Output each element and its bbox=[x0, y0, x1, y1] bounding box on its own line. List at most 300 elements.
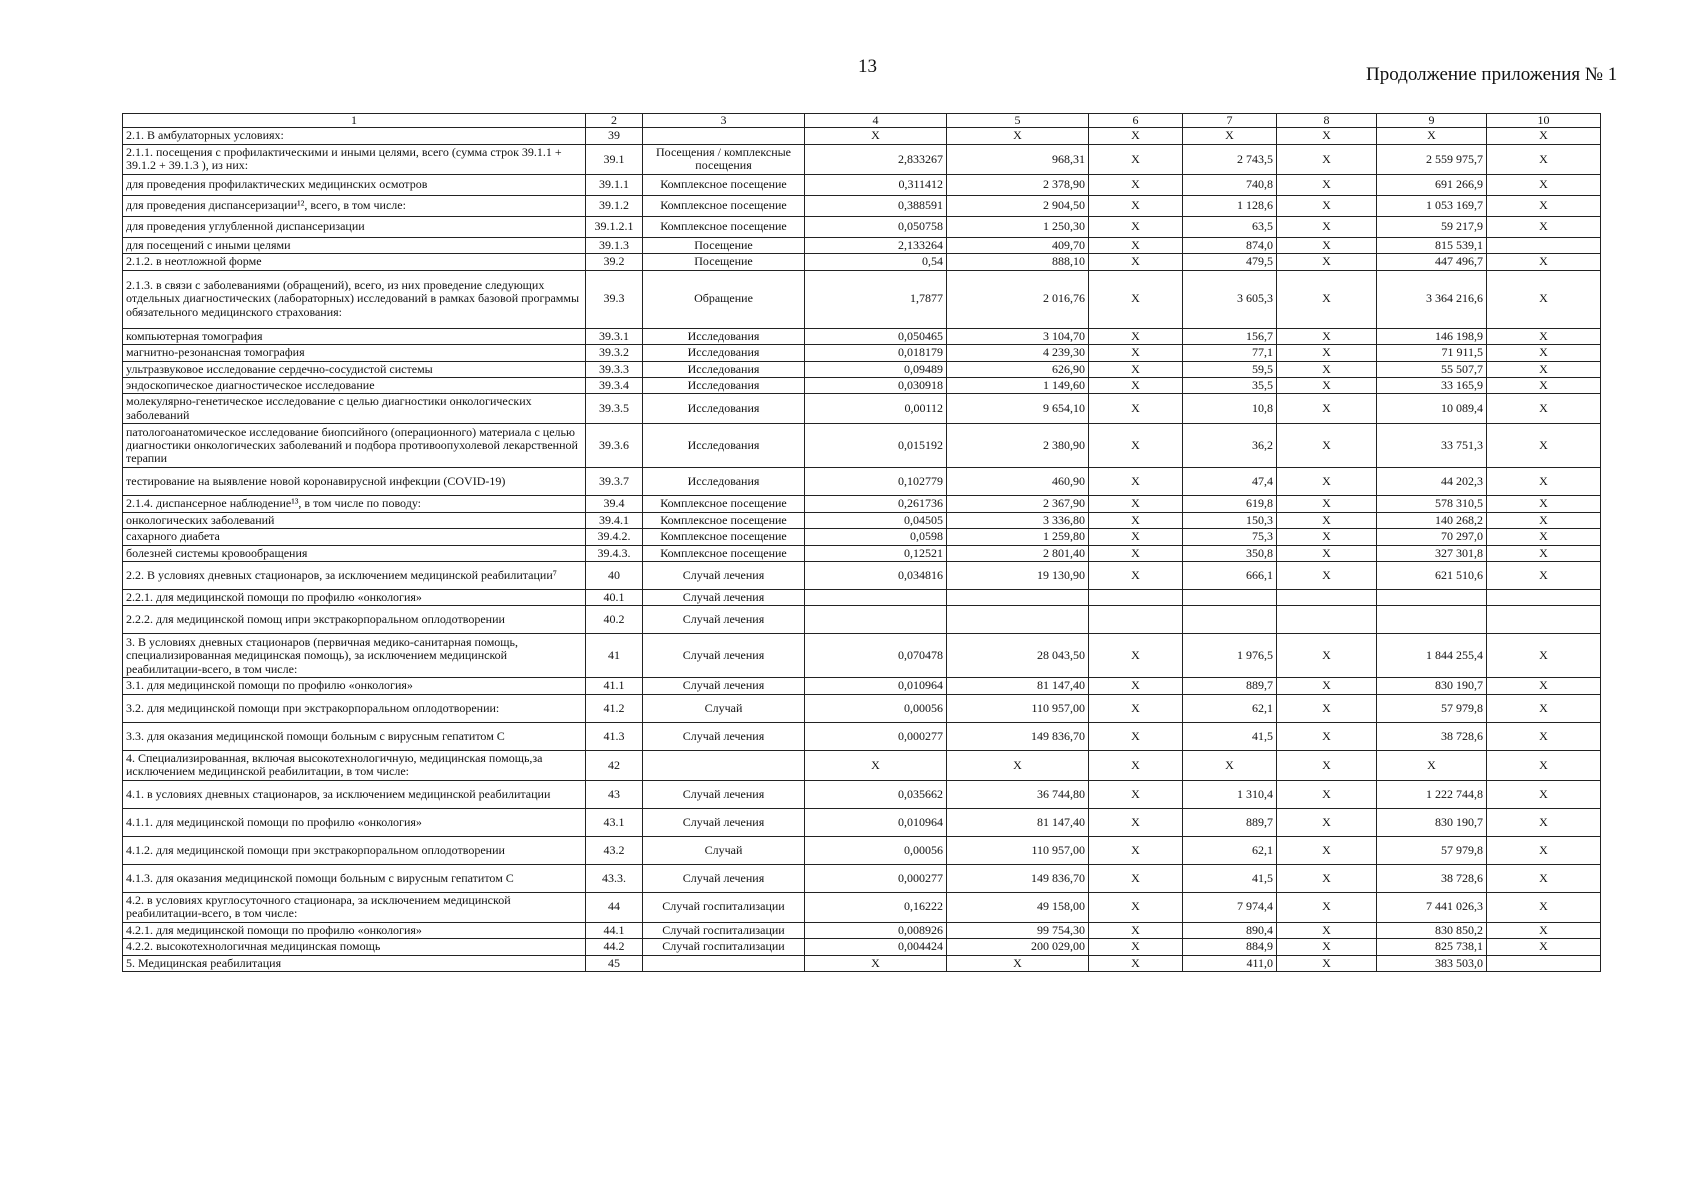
row-code: 40.2 bbox=[586, 606, 643, 634]
unit-of-measure: Случай госпитализации bbox=[643, 892, 805, 922]
unit-of-measure: Случай bbox=[643, 836, 805, 864]
unit-of-measure: Исследования bbox=[643, 361, 805, 377]
row-code: 41.3 bbox=[586, 722, 643, 750]
col-8-value: Х bbox=[1277, 377, 1377, 393]
col-4-value: Х bbox=[805, 128, 947, 144]
col-8-value: Х bbox=[1277, 237, 1377, 253]
col-5-value: Х bbox=[947, 750, 1089, 780]
col-10-value: Х bbox=[1487, 529, 1601, 545]
col-8-value: Х bbox=[1277, 678, 1377, 694]
column-number: 1 bbox=[123, 114, 586, 128]
row-code: 42 bbox=[586, 750, 643, 780]
row-code: 44.2 bbox=[586, 939, 643, 955]
col-10-value bbox=[1487, 955, 1601, 971]
col-6-value: Х bbox=[1089, 722, 1183, 750]
col-7-value: 77,1 bbox=[1183, 345, 1277, 361]
col-5-value: 968,31 bbox=[947, 144, 1089, 174]
col-4-value: 0,018179 bbox=[805, 345, 947, 361]
table-row bbox=[123, 237, 1601, 253]
col-5-value: 81 147,40 bbox=[947, 678, 1089, 694]
row-label: для посещений с иными целями bbox=[123, 237, 586, 253]
row-label: 3. В условиях дневных стационаров (первичная медико-санитарная помощь, специализированная медицинская помощь), за исключением медицинской реабилитации-всего, в том числе: bbox=[123, 634, 586, 678]
col-5-value: 626,90 bbox=[947, 361, 1089, 377]
col-8-value: Х bbox=[1277, 836, 1377, 864]
col-10-value: Х bbox=[1487, 694, 1601, 722]
col-6-value: Х bbox=[1089, 864, 1183, 892]
col-5-value: 28 043,50 bbox=[947, 634, 1089, 678]
col-8-value: Х bbox=[1277, 939, 1377, 955]
table-row bbox=[123, 496, 1601, 512]
col-9-value: 146 198,9 bbox=[1377, 328, 1487, 344]
col-7-value: 47,4 bbox=[1183, 468, 1277, 496]
unit-of-measure: Случай госпитализации bbox=[643, 939, 805, 955]
col-7-value: 2 743,5 bbox=[1183, 144, 1277, 174]
col-10-value: Х bbox=[1487, 892, 1601, 922]
col-7-value: 889,7 bbox=[1183, 808, 1277, 836]
unit-of-measure: Комплексное посещение bbox=[643, 512, 805, 528]
col-10-value: Х bbox=[1487, 722, 1601, 750]
col-9-value: 830 850,2 bbox=[1377, 922, 1487, 938]
col-8-value: Х bbox=[1277, 174, 1377, 195]
col-10-value: Х bbox=[1487, 254, 1601, 270]
row-label: 3.1. для медицинской помощи по профилю «онкология» bbox=[123, 678, 586, 694]
unit-of-measure: Случай лечения bbox=[643, 808, 805, 836]
table-row bbox=[123, 634, 1601, 678]
col-8-value: Х bbox=[1277, 361, 1377, 377]
col-9-value: 140 268,2 bbox=[1377, 512, 1487, 528]
col-9-value: 327 301,8 bbox=[1377, 545, 1487, 561]
col-9-value: 825 738,1 bbox=[1377, 939, 1487, 955]
row-code: 44.1 bbox=[586, 922, 643, 938]
col-4-value: 0,311412 bbox=[805, 174, 947, 195]
col-6-value: Х bbox=[1089, 939, 1183, 955]
col-4-value: 0,388591 bbox=[805, 195, 947, 216]
col-8-value: Х bbox=[1277, 424, 1377, 468]
col-7-value: 1 310,4 bbox=[1183, 780, 1277, 808]
col-7-value: 150,3 bbox=[1183, 512, 1277, 528]
col-9-value: 621 510,6 bbox=[1377, 562, 1487, 590]
unit-of-measure: Комплексное посещение bbox=[643, 529, 805, 545]
row-code: 39.1 bbox=[586, 144, 643, 174]
column-number: 7 bbox=[1183, 114, 1277, 128]
col-7-value: 890,4 bbox=[1183, 922, 1277, 938]
col-7-value: 59,5 bbox=[1183, 361, 1277, 377]
col-7-value: 156,7 bbox=[1183, 328, 1277, 344]
col-5-value: 409,70 bbox=[947, 237, 1089, 253]
col-8-value: Х bbox=[1277, 694, 1377, 722]
row-code: 39.3.7 bbox=[586, 468, 643, 496]
table-body bbox=[123, 114, 1601, 972]
table-row bbox=[123, 606, 1601, 634]
col-7-value: 62,1 bbox=[1183, 694, 1277, 722]
unit-of-measure: Случай лечения bbox=[643, 678, 805, 694]
unit-of-measure: Случай bbox=[643, 694, 805, 722]
col-6-value bbox=[1089, 606, 1183, 634]
col-7-value: 889,7 bbox=[1183, 678, 1277, 694]
col-10-value: Х bbox=[1487, 468, 1601, 496]
col-10-value: Х bbox=[1487, 922, 1601, 938]
col-4-value: 0,010964 bbox=[805, 678, 947, 694]
col-4-value: 0,000277 bbox=[805, 722, 947, 750]
col-5-value: 1 149,60 bbox=[947, 377, 1089, 393]
row-label: 3.3. для оказания медицинской помощи больным с вирусным гепатитом С bbox=[123, 722, 586, 750]
col-8-value: Х bbox=[1277, 722, 1377, 750]
col-8-value: Х bbox=[1277, 195, 1377, 216]
col-7-value: 666,1 bbox=[1183, 562, 1277, 590]
row-label: 3.2. для медицинской помощи при экстракорпоральном оплодотворении: bbox=[123, 694, 586, 722]
col-8-value: Х bbox=[1277, 892, 1377, 922]
row-code: 39.1.1 bbox=[586, 174, 643, 195]
table-row bbox=[123, 590, 1601, 606]
col-8-value: Х bbox=[1277, 512, 1377, 528]
table-row bbox=[123, 144, 1601, 174]
col-10-value: Х bbox=[1487, 678, 1601, 694]
col-4-value: 0,010964 bbox=[805, 808, 947, 836]
col-6-value: Х bbox=[1089, 216, 1183, 237]
row-label: онкологических заболеваний bbox=[123, 512, 586, 528]
col-9-value: 1 844 255,4 bbox=[1377, 634, 1487, 678]
col-4-value: 0,050465 bbox=[805, 328, 947, 344]
col-8-value: Х bbox=[1277, 216, 1377, 237]
unit-of-measure: Комплексное посещение bbox=[643, 496, 805, 512]
col-6-value: Х bbox=[1089, 377, 1183, 393]
col-5-value: 110 957,00 bbox=[947, 694, 1089, 722]
col-5-value: Х bbox=[947, 955, 1089, 971]
col-4-value: 0,015192 bbox=[805, 424, 947, 468]
row-label: компьютерная томография bbox=[123, 328, 586, 344]
table-row bbox=[123, 377, 1601, 393]
row-code: 40 bbox=[586, 562, 643, 590]
row-label: 2.2.2. для медицинской помощ ипри экстракорпоральном оплодотворении bbox=[123, 606, 586, 634]
col-8-value: Х bbox=[1277, 562, 1377, 590]
row-code: 39.3.5 bbox=[586, 394, 643, 424]
col-6-value: Х bbox=[1089, 496, 1183, 512]
col-5-value: 888,10 bbox=[947, 254, 1089, 270]
col-5-value: 3 336,80 bbox=[947, 512, 1089, 528]
unit-of-measure: Случай лечения bbox=[643, 606, 805, 634]
col-6-value: Х bbox=[1089, 195, 1183, 216]
col-8-value: Х bbox=[1277, 468, 1377, 496]
row-code: 43.3. bbox=[586, 864, 643, 892]
col-4-value: 0,070478 bbox=[805, 634, 947, 678]
col-9-value: 830 190,7 bbox=[1377, 808, 1487, 836]
col-8-value: Х bbox=[1277, 750, 1377, 780]
col-7-value: 10,8 bbox=[1183, 394, 1277, 424]
table-row bbox=[123, 780, 1601, 808]
unit-of-measure: Исследования bbox=[643, 328, 805, 344]
col-6-value: Х bbox=[1089, 394, 1183, 424]
col-7-value: 874,0 bbox=[1183, 237, 1277, 253]
col-10-value: Х bbox=[1487, 808, 1601, 836]
col-6-value: Х bbox=[1089, 512, 1183, 528]
col-5-value: 2 904,50 bbox=[947, 195, 1089, 216]
column-number: 2 bbox=[586, 114, 643, 128]
column-number: 10 bbox=[1487, 114, 1601, 128]
col-5-value: 2 801,40 bbox=[947, 545, 1089, 561]
col-6-value: Х bbox=[1089, 750, 1183, 780]
col-9-value: 1 222 744,8 bbox=[1377, 780, 1487, 808]
col-8-value: Х bbox=[1277, 128, 1377, 144]
column-number-row bbox=[123, 114, 1601, 128]
unit-of-measure: Посещения / комплексные посещения bbox=[643, 144, 805, 174]
col-7-value: 350,8 bbox=[1183, 545, 1277, 561]
col-10-value: Х bbox=[1487, 562, 1601, 590]
col-7-value: 884,9 bbox=[1183, 939, 1277, 955]
col-6-value: Х bbox=[1089, 922, 1183, 938]
col-9-value: 7 441 026,3 bbox=[1377, 892, 1487, 922]
col-4-value: Х bbox=[805, 955, 947, 971]
unit-of-measure: Исследования bbox=[643, 377, 805, 393]
unit-of-measure: Комплексное посещение bbox=[643, 174, 805, 195]
row-label: для проведения профилактических медицинских осмотров bbox=[123, 174, 586, 195]
col-5-value: 49 158,00 bbox=[947, 892, 1089, 922]
col-10-value: Х bbox=[1487, 864, 1601, 892]
unit-of-measure: Комплексное посещение bbox=[643, 545, 805, 561]
col-6-value: Х bbox=[1089, 678, 1183, 694]
row-label: 2.2.1. для медицинской помощи по профилю «онкология» bbox=[123, 590, 586, 606]
unit-of-measure: Случай лечения bbox=[643, 780, 805, 808]
col-4-value: 1,7877 bbox=[805, 270, 947, 328]
unit-of-measure: Случай лечения bbox=[643, 590, 805, 606]
col-8-value: Х bbox=[1277, 545, 1377, 561]
col-7-value: 62,1 bbox=[1183, 836, 1277, 864]
row-label: 4.1. в условиях дневных стационаров, за исключением медицинской реабилитации bbox=[123, 780, 586, 808]
unit-of-measure: Случай лечения bbox=[643, 562, 805, 590]
col-4-value: 0,16222 bbox=[805, 892, 947, 922]
col-4-value: 0,000277 bbox=[805, 864, 947, 892]
col-8-value: Х bbox=[1277, 144, 1377, 174]
row-code: 39.3.1 bbox=[586, 328, 643, 344]
col-7-value: 35,5 bbox=[1183, 377, 1277, 393]
col-4-value: 0,54 bbox=[805, 254, 947, 270]
table-row bbox=[123, 922, 1601, 938]
col-7-value: 41,5 bbox=[1183, 722, 1277, 750]
col-10-value: Х bbox=[1487, 496, 1601, 512]
col-8-value: Х bbox=[1277, 394, 1377, 424]
table-row bbox=[123, 694, 1601, 722]
col-9-value: 691 266,9 bbox=[1377, 174, 1487, 195]
col-7-value: 1 128,6 bbox=[1183, 195, 1277, 216]
row-code: 39.4.2. bbox=[586, 529, 643, 545]
table-row bbox=[123, 195, 1601, 216]
table-row bbox=[123, 545, 1601, 561]
row-code: 43.2 bbox=[586, 836, 643, 864]
col-6-value: Х bbox=[1089, 529, 1183, 545]
row-code: 39.3 bbox=[586, 270, 643, 328]
col-6-value: Х bbox=[1089, 780, 1183, 808]
row-code: 41.2 bbox=[586, 694, 643, 722]
col-6-value: Х bbox=[1089, 345, 1183, 361]
unit-of-measure: Посещение bbox=[643, 254, 805, 270]
table-row bbox=[123, 270, 1601, 328]
col-10-value bbox=[1487, 590, 1601, 606]
table-row bbox=[123, 750, 1601, 780]
col-5-value: 200 029,00 bbox=[947, 939, 1089, 955]
unit-of-measure: Комплексное посещение bbox=[643, 195, 805, 216]
col-7-value: 1 976,5 bbox=[1183, 634, 1277, 678]
col-5-value: 460,90 bbox=[947, 468, 1089, 496]
row-code: 39.4.3. bbox=[586, 545, 643, 561]
col-5-value: 2 378,90 bbox=[947, 174, 1089, 195]
row-code: 41 bbox=[586, 634, 643, 678]
table-row bbox=[123, 328, 1601, 344]
unit-of-measure: Комплексное посещение bbox=[643, 216, 805, 237]
row-label: тестирование на выявление новой коронавирусной инфекции (COVID-19) bbox=[123, 468, 586, 496]
col-5-value: 2 367,90 bbox=[947, 496, 1089, 512]
row-code: 39.4 bbox=[586, 496, 643, 512]
col-4-value: 0,102779 bbox=[805, 468, 947, 496]
unit-of-measure bbox=[643, 750, 805, 780]
col-10-value: Х bbox=[1487, 512, 1601, 528]
col-10-value bbox=[1487, 237, 1601, 253]
col-5-value bbox=[947, 590, 1089, 606]
col-8-value: Х bbox=[1277, 529, 1377, 545]
col-4-value: 0,12521 bbox=[805, 545, 947, 561]
unit-of-measure: Случай лечения bbox=[643, 634, 805, 678]
col-10-value: Х bbox=[1487, 216, 1601, 237]
row-code: 39.2 bbox=[586, 254, 643, 270]
col-4-value: Х bbox=[805, 750, 947, 780]
row-code: 39.4.1 bbox=[586, 512, 643, 528]
column-number: 4 bbox=[805, 114, 947, 128]
table-row bbox=[123, 836, 1601, 864]
col-10-value: Х bbox=[1487, 345, 1601, 361]
col-4-value bbox=[805, 606, 947, 634]
col-4-value: 2,133264 bbox=[805, 237, 947, 253]
column-number: 9 bbox=[1377, 114, 1487, 128]
col-8-value: Х bbox=[1277, 270, 1377, 328]
col-4-value: 0,00056 bbox=[805, 694, 947, 722]
col-5-value: 99 754,30 bbox=[947, 922, 1089, 938]
col-4-value: 0,008926 bbox=[805, 922, 947, 938]
unit-of-measure: Обращение bbox=[643, 270, 805, 328]
col-9-value: 38 728,6 bbox=[1377, 722, 1487, 750]
tariff-table bbox=[122, 113, 1601, 972]
row-code: 39.3.3 bbox=[586, 361, 643, 377]
col-7-value: 740,8 bbox=[1183, 174, 1277, 195]
col-8-value: Х bbox=[1277, 864, 1377, 892]
row-label: 2.2. В условиях дневных стационаров, за исключением медицинской реабилитации⁷ bbox=[123, 562, 586, 590]
col-8-value: Х bbox=[1277, 328, 1377, 344]
table-row bbox=[123, 529, 1601, 545]
col-8-value: Х bbox=[1277, 808, 1377, 836]
col-8-value bbox=[1277, 590, 1377, 606]
col-7-value: Х bbox=[1183, 128, 1277, 144]
col-8-value: Х bbox=[1277, 922, 1377, 938]
row-code: 41.1 bbox=[586, 678, 643, 694]
row-label: ультразвуковое исследование сердечно-сосудистой системы bbox=[123, 361, 586, 377]
row-code: 39.3.6 bbox=[586, 424, 643, 468]
unit-of-measure: Случай лечения bbox=[643, 722, 805, 750]
col-7-value: 479,5 bbox=[1183, 254, 1277, 270]
col-9-value: 33 165,9 bbox=[1377, 377, 1487, 393]
row-code: 43 bbox=[586, 780, 643, 808]
row-code: 39.1.2.1 bbox=[586, 216, 643, 237]
col-9-value: 33 751,3 bbox=[1377, 424, 1487, 468]
col-10-value: Х bbox=[1487, 270, 1601, 328]
row-code: 39 bbox=[586, 128, 643, 144]
col-5-value: 2 016,76 bbox=[947, 270, 1089, 328]
row-code: 39.1.2 bbox=[586, 195, 643, 216]
row-label: 2.1. В амбулаторных условиях: bbox=[123, 128, 586, 144]
col-7-value: 3 605,3 bbox=[1183, 270, 1277, 328]
col-6-value: Х bbox=[1089, 128, 1183, 144]
row-code: 45 bbox=[586, 955, 643, 971]
col-7-value bbox=[1183, 590, 1277, 606]
row-label: 4.1.3. для оказания медицинской помощи больным с вирусным гепатитом С bbox=[123, 864, 586, 892]
col-6-value: Х bbox=[1089, 545, 1183, 561]
col-8-value bbox=[1277, 606, 1377, 634]
col-6-value: Х bbox=[1089, 328, 1183, 344]
appendix-continuation-caption: Продолжение приложения № 1 bbox=[1366, 64, 1618, 85]
col-6-value: Х bbox=[1089, 144, 1183, 174]
col-4-value: 0,050758 bbox=[805, 216, 947, 237]
col-6-value: Х bbox=[1089, 254, 1183, 270]
col-10-value: Х bbox=[1487, 328, 1601, 344]
table-row bbox=[123, 216, 1601, 237]
col-7-value: 619,8 bbox=[1183, 496, 1277, 512]
col-7-value: 41,5 bbox=[1183, 864, 1277, 892]
row-code: 39.3.2 bbox=[586, 345, 643, 361]
col-9-value: 1 053 169,7 bbox=[1377, 195, 1487, 216]
col-9-value bbox=[1377, 590, 1487, 606]
table-row bbox=[123, 678, 1601, 694]
column-number: 6 bbox=[1089, 114, 1183, 128]
col-6-value: Х bbox=[1089, 562, 1183, 590]
col-10-value bbox=[1487, 606, 1601, 634]
table-row bbox=[123, 939, 1601, 955]
col-7-value: 63,5 bbox=[1183, 216, 1277, 237]
unit-of-measure: Случай лечения bbox=[643, 864, 805, 892]
col-4-value: 0,04505 bbox=[805, 512, 947, 528]
col-4-value: 0,004424 bbox=[805, 939, 947, 955]
unit-of-measure: Исследования bbox=[643, 468, 805, 496]
table-row bbox=[123, 562, 1601, 590]
col-6-value: Х bbox=[1089, 174, 1183, 195]
row-label: 2.1.4. диспансерное наблюдение¹³, в том числе по поводу: bbox=[123, 496, 586, 512]
row-label: 4. Специализированная, включая высокотехнологичную, медицинская помощь,за исключением медицинской реабилитации, в том числе: bbox=[123, 750, 586, 780]
row-label: 2.1.3. в связи с заболеваниями (обращений), всего, из них проведение следующих отдельных диагностических (лабораторных) исследований в рамках базовой программы обязательного медицинского страхования: bbox=[123, 270, 586, 328]
col-10-value: Х bbox=[1487, 939, 1601, 955]
row-code: 43.1 bbox=[586, 808, 643, 836]
row-label: 5. Медицинская реабилитация bbox=[123, 955, 586, 971]
table-row bbox=[123, 345, 1601, 361]
col-10-value: Х bbox=[1487, 377, 1601, 393]
col-10-value: Х bbox=[1487, 424, 1601, 468]
col-9-value: 71 911,5 bbox=[1377, 345, 1487, 361]
col-5-value: 9 654,10 bbox=[947, 394, 1089, 424]
col-6-value: Х bbox=[1089, 424, 1183, 468]
row-label: эндоскопическое диагностическое исследование bbox=[123, 377, 586, 393]
table-row bbox=[123, 722, 1601, 750]
col-6-value: Х bbox=[1089, 808, 1183, 836]
unit-of-measure: Посещение bbox=[643, 237, 805, 253]
col-9-value: Х bbox=[1377, 128, 1487, 144]
col-7-value: 36,2 bbox=[1183, 424, 1277, 468]
row-code: 39.1.3 bbox=[586, 237, 643, 253]
col-4-value: 0,261736 bbox=[805, 496, 947, 512]
col-6-value: Х bbox=[1089, 694, 1183, 722]
col-10-value: Х bbox=[1487, 836, 1601, 864]
col-9-value: 57 979,8 bbox=[1377, 694, 1487, 722]
row-label: сахарного диабета bbox=[123, 529, 586, 545]
col-10-value: Х bbox=[1487, 394, 1601, 424]
col-7-value: 75,3 bbox=[1183, 529, 1277, 545]
col-6-value: Х bbox=[1089, 237, 1183, 253]
table-row bbox=[123, 128, 1601, 144]
col-8-value: Х bbox=[1277, 634, 1377, 678]
col-9-value: 55 507,7 bbox=[1377, 361, 1487, 377]
